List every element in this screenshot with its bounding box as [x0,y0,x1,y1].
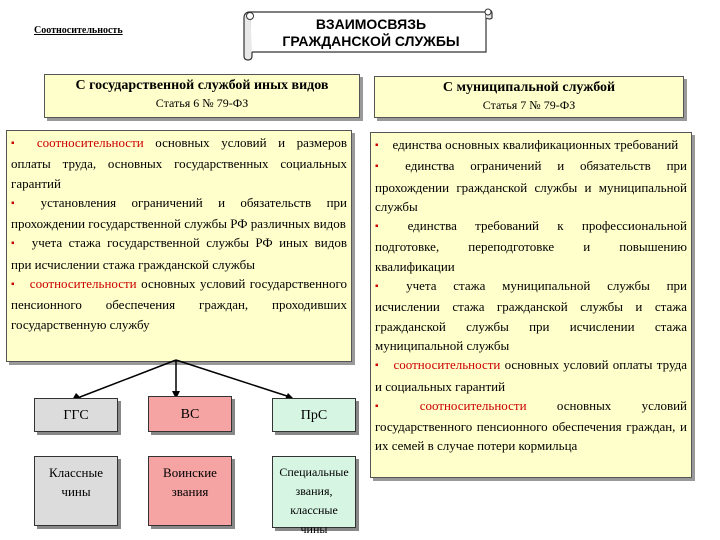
list-item [375,156,687,216]
item-text: единства требований к профессиональной подготовке, переподготовке и повышению квалификации [375,218,688,274]
bullet-icon: ▪ [375,400,406,412]
title-line-1: ВЗАИМОСВЯЗЬ [315,16,427,32]
item-text: учета стажа муниципальной службы при исчислении стажа гражданской службы и стажа гражданской службы при исчислении стажа муниципальной службы [375,278,688,353]
item-text: единства ограничений и обязательств при прохождении гражданской службы и муниципальной службы [375,158,687,214]
item-text: основных условий государственного пенсионного обеспечения граждан, и их семей в случае потери кормильца [375,397,687,454]
list-item [11,274,347,334]
list-item [375,135,687,156]
bullet-icon: ▪ [11,138,23,149]
right-header-heading: С муниципальной службой [442,80,616,95]
highlight-term: соотносительности [419,397,527,413]
right-header [374,76,684,118]
left-header-article: Статья 6 № 79-ФЗ [155,96,249,110]
service-type-box: ГГС [34,398,118,432]
service-type-box: ПрС [272,398,356,432]
service-ranks-box: Воинские звания [148,456,232,526]
list-item [11,133,347,193]
list-item [11,233,347,274]
title-line-2: ГРАЖДАНСКОЙ СЛУЖБЫ [282,33,460,49]
corner-label: Соотносительность [34,25,123,36]
bullet-icon: ▪ [375,360,380,372]
title-scroll [240,6,496,62]
list-item [375,216,687,276]
list-item [11,193,347,234]
right-conditions-list [370,132,692,478]
bullet-icon: ▪ [375,221,394,233]
service-type-box: ВС [148,396,232,432]
list-item [375,355,687,396]
item-text: основных условий и размеров оплаты труда, основных государственных социальных гарантий [11,135,347,191]
item-text: установления ограничений и обязательств при прохождении государственной службы РФ различных видов [11,194,347,232]
item-text: основных условий государственного пенсионного обеспечения граждан, проходивших государственную службу [11,276,347,332]
item-text: учета стажа государственной службы РФ иных видов при исчислении стажа гражданской службы [11,235,347,272]
bullet-icon: ▪ [11,279,16,291]
left-header-heading: С государственной службой иных видов [75,78,329,93]
highlight-term: соотносительности [29,276,137,292]
highlight-term: соотносительности [393,357,501,373]
service-ranks-box: Классные чины [34,456,118,526]
left-conditions-list [6,130,352,362]
list-item [375,276,687,355]
bullet-icon: ▪ [375,161,392,173]
item-text: основных условий оплаты труда и социальных гарантий [375,357,688,394]
bullet-icon: ▪ [11,238,18,250]
service-ranks-box: Специальные звания, классные чины [272,456,356,528]
list-item [375,396,687,456]
page-title [260,16,482,50]
bullet-icon: ▪ [11,197,27,209]
bullet-icon: ▪ [375,140,379,151]
bullet-icon: ▪ [375,281,393,293]
left-header [44,74,360,118]
highlight-term: соотносительности [36,135,144,150]
right-header-article: Статья 7 № 79-ФЗ [482,98,576,112]
item-text: единства основных квалификационных требований [392,137,679,152]
